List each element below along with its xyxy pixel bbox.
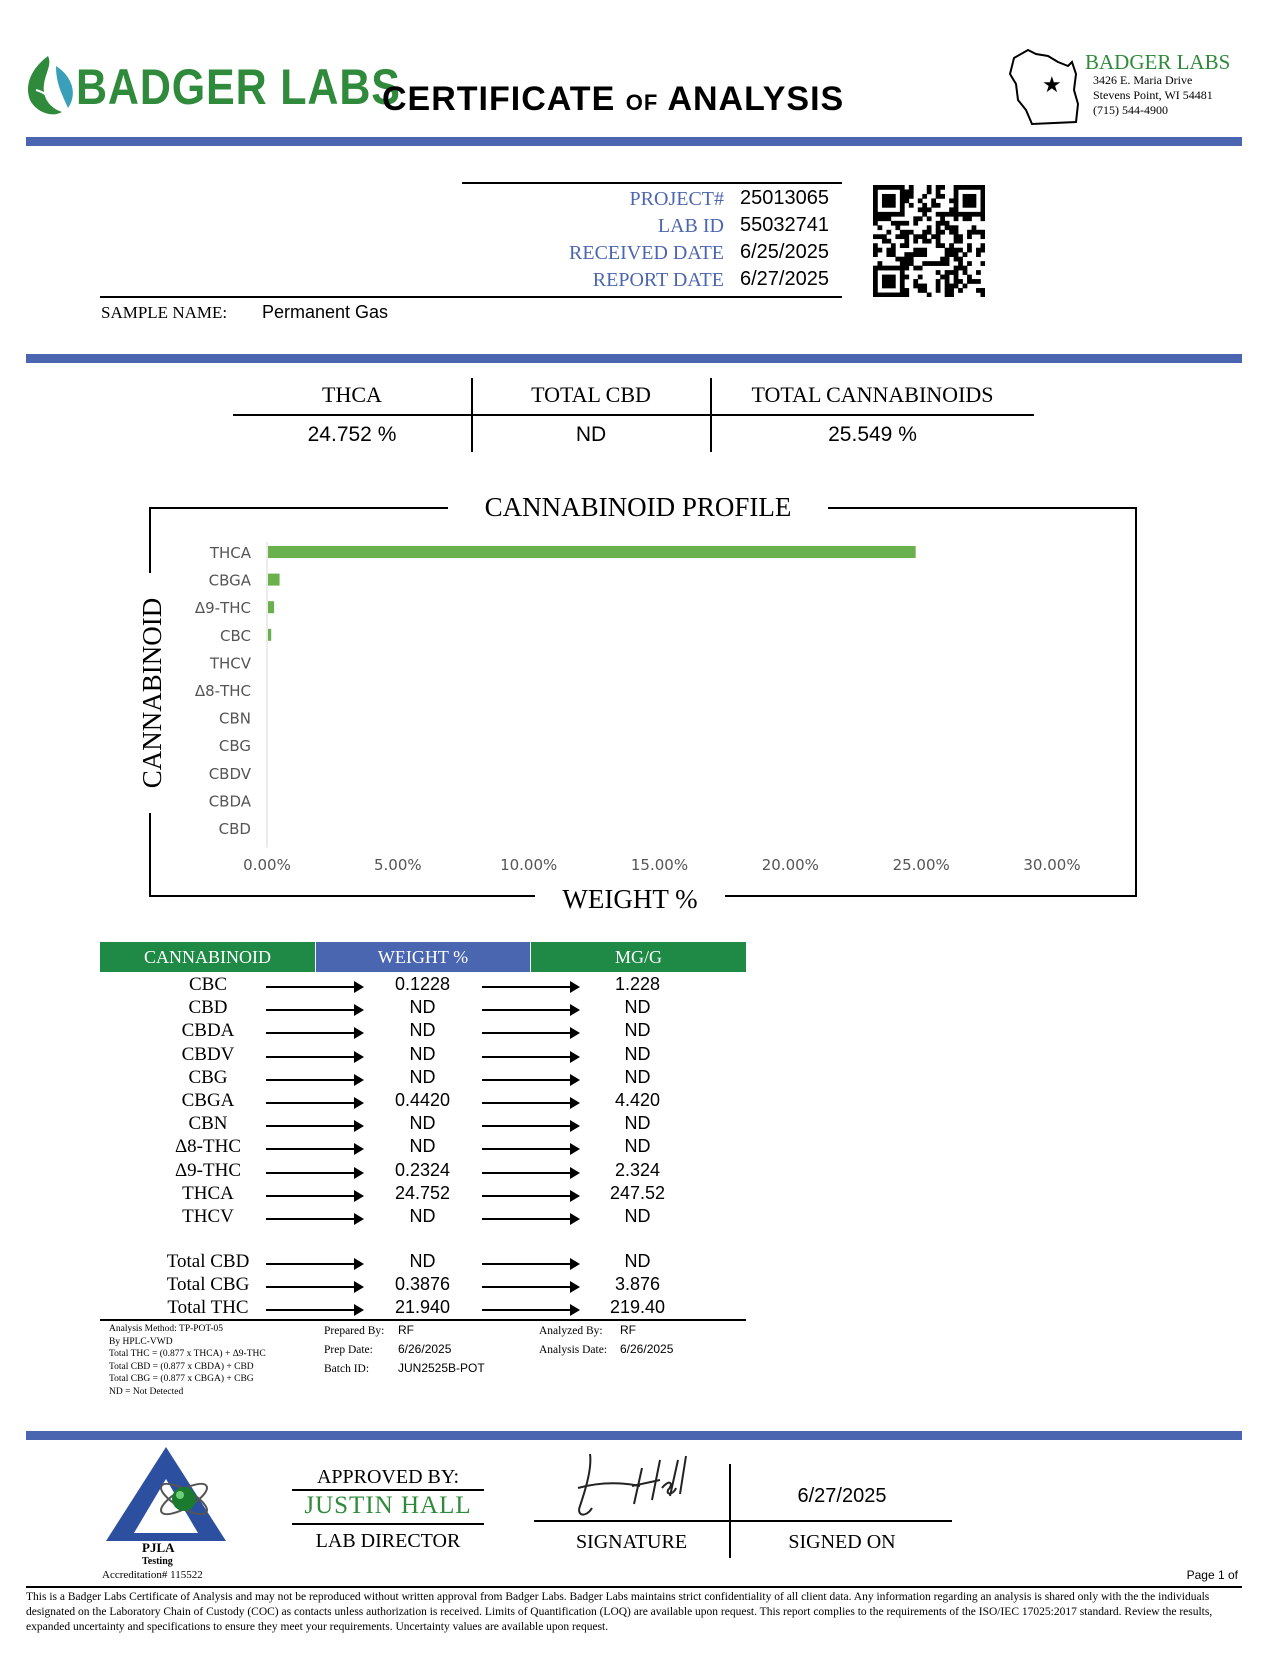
arrow-icon <box>482 1009 578 1011</box>
analysis-date-value: 6/26/2025 <box>620 1342 674 1356</box>
arrow-icon <box>266 1125 362 1127</box>
address-phone: (715) 544-4900 <box>1093 103 1168 117</box>
arrow-icon <box>482 1286 578 1288</box>
chart-bar <box>268 629 271 641</box>
table-row-name: CBDV <box>181 1043 235 1065</box>
table-row-weight: ND <box>409 1206 436 1226</box>
accreditation-number: Accreditation# 115522 <box>102 1569 203 1581</box>
chart-category-label: CBD <box>218 820 251 838</box>
qr-code[interactable] <box>873 185 985 297</box>
table-row-mgg: 219.40 <box>609 1297 666 1318</box>
chart-y-axis-label: CANNABINOID <box>137 573 171 813</box>
table-row-weight: 0.2324 <box>394 1159 451 1180</box>
table-row-weight: 0.3876 <box>394 1274 451 1295</box>
table-row-name: Δ8-THC <box>174 1136 242 1158</box>
table-row-weight: ND <box>409 1043 436 1064</box>
analyzed-by-value: RF <box>620 1323 636 1337</box>
signature-image <box>570 1448 710 1522</box>
table-row-name: THCV <box>182 1206 234 1227</box>
arrow-icon <box>266 986 362 988</box>
chart-x-tick-label: 30.00% <box>1023 856 1081 874</box>
summary-thca-label: THCA <box>322 382 382 407</box>
batch-id-value: JUN2525B-POT <box>398 1361 485 1375</box>
received-date-value: 6/25/2025 <box>740 241 829 263</box>
arrow-icon <box>482 1125 578 1127</box>
chart-bar <box>268 601 274 613</box>
table-row-weight: ND <box>409 1066 436 1087</box>
table-row-mgg: ND <box>624 1020 651 1041</box>
arrow-icon <box>482 986 578 988</box>
table-row-weight: ND <box>409 1251 436 1271</box>
arrow-icon <box>266 1009 362 1011</box>
table-row-name: CBDA <box>181 1020 235 1042</box>
table-row-weight: ND <box>409 997 436 1018</box>
note-method: Analysis Method: TP-POT-05 <box>109 1324 224 1334</box>
table-header-mgg: MG/G <box>531 942 746 972</box>
summary-cbd-label: TOTAL CBD <box>531 382 651 407</box>
arrow-icon <box>266 1172 362 1174</box>
arrow-icon <box>482 1148 578 1150</box>
table-row-mgg: ND <box>624 1066 651 1087</box>
table-row-mgg: 3.876 <box>614 1274 661 1295</box>
footer-divider <box>26 1431 1242 1440</box>
table-row-weight: 0.4420 <box>394 1090 451 1110</box>
labid-value: 55032741 <box>740 214 829 236</box>
pjla-testing-label: Testing <box>142 1556 173 1567</box>
signature-rule <box>534 1520 952 1522</box>
approval-rule <box>292 1523 484 1525</box>
project-value: 25013065 <box>740 187 829 209</box>
project-label: PROJECT# <box>629 188 724 210</box>
chart-category-label: Δ8-THC <box>194 682 251 700</box>
chart-x-tick-label: 25.00% <box>892 856 950 874</box>
arrow-icon <box>266 1286 362 1288</box>
sample-name-label: SAMPLE NAME: <box>101 303 228 322</box>
pjla-label: PJLA <box>142 1540 175 1555</box>
table-row-name: Total CBG <box>166 1274 250 1296</box>
note-total-cbd: Total CBD = (0.877 x CBDA) + CBD <box>109 1361 254 1372</box>
svg-text:★: ★ <box>1042 73 1062 98</box>
chart-x-tick-label: 20.00% <box>761 856 819 874</box>
analyzed-by-label: Analyzed By: <box>539 1325 603 1337</box>
disclaimer-rule <box>26 1586 1242 1588</box>
chart-x-tick-label: 5.00% <box>374 856 422 874</box>
arrow-icon <box>482 1218 578 1220</box>
chart-category-label: CBDV <box>208 764 251 783</box>
summary-total-value: 25.549 % <box>828 423 917 446</box>
analysis-date-label: Analysis Date: <box>539 1344 608 1356</box>
method-notes <box>109 1323 266 1398</box>
arrow-icon <box>482 1309 578 1311</box>
table-row-name: THCA <box>182 1182 234 1204</box>
arrow-icon <box>266 1218 362 1220</box>
arrow-icon <box>482 1102 578 1104</box>
arrow-icon <box>482 1032 578 1034</box>
table-row-mgg: 2.324 <box>614 1159 661 1180</box>
prep-date-value: 6/26/2025 <box>398 1342 452 1356</box>
chart-category-label: CBC <box>220 626 251 645</box>
note-by: By HPLC-VWD <box>109 1336 173 1347</box>
document-title: CERTIFICATE OF ANALYSIS <box>382 80 845 118</box>
address-company: BADGER LABS <box>1085 50 1231 74</box>
table-row-weight: ND <box>409 1136 436 1157</box>
table-row-name: CBC <box>188 974 228 995</box>
sample-rule <box>100 296 462 298</box>
chart-category-label: THCA <box>209 544 251 562</box>
chart-category-label: Δ9-THC <box>194 599 251 618</box>
address-city: Stevens Point, WI 54481 <box>1093 88 1213 102</box>
batch-id-label: Batch ID: <box>324 1363 370 1375</box>
cannabinoid-profile-chart <box>149 507 1137 897</box>
table-row-name: Δ9-THC <box>174 1159 242 1181</box>
arrow-icon <box>266 1056 362 1058</box>
chart-x-tick-label: 0.00% <box>243 856 291 874</box>
table-row-mgg: ND <box>624 997 651 1018</box>
arrow-icon <box>482 1195 578 1197</box>
signature-label: SIGNATURE <box>575 1531 688 1553</box>
table-row-mgg: ND <box>624 1043 651 1064</box>
arrow-icon <box>482 1056 578 1058</box>
table-row-mgg: ND <box>624 1206 651 1226</box>
table-header-cannabinoid: CANNABINOID <box>100 942 315 972</box>
address-street: 3426 E. Maria Drive <box>1093 73 1193 87</box>
approver-role: LAB DIRECTOR <box>315 1530 461 1552</box>
labid-label: LAB ID <box>657 215 724 237</box>
table-row-mgg: 247.52 <box>609 1182 666 1203</box>
project-rule-top <box>462 182 842 184</box>
approved-by-label: APPROVED BY: <box>316 1466 460 1488</box>
prepared-by-value: RF <box>398 1323 414 1337</box>
approval-rule <box>292 1489 484 1491</box>
table-row-mgg: 1.228 <box>614 974 661 994</box>
arrow-icon <box>266 1309 362 1311</box>
table-row-weight: ND <box>409 1113 436 1134</box>
chart-category-label: CBGA <box>208 571 251 590</box>
table-row-weight: 0.1228 <box>394 974 451 994</box>
page-number: Page 1 of <box>1186 1568 1238 1582</box>
summary-rule <box>233 414 1034 416</box>
prep-date-label: Prep Date: <box>324 1344 373 1356</box>
section-divider <box>26 354 1242 363</box>
table-bottom-rule <box>100 1319 746 1321</box>
table-row-mgg: ND <box>624 1113 651 1134</box>
report-date-value: 6/27/2025 <box>740 268 829 290</box>
chart-category-label: CBDA <box>208 792 251 811</box>
arrow-icon <box>482 1263 578 1265</box>
chart-bar <box>268 574 280 586</box>
table-row-name: CBGA <box>181 1090 235 1111</box>
arrow-icon <box>266 1148 362 1150</box>
table-row-mgg: 4.420 <box>614 1090 661 1110</box>
note-total-cbg: Total CBG = (0.877 x CBGA) + CBG <box>109 1374 254 1384</box>
table-row-weight: ND <box>409 1020 436 1041</box>
received-date-label: RECEIVED DATE <box>569 242 724 264</box>
table-header-weight: WEIGHT % <box>316 942 530 972</box>
arrow-icon <box>482 1172 578 1174</box>
badger-labs-leaf-logo <box>22 54 78 120</box>
signed-on-label: SIGNED ON <box>788 1531 896 1553</box>
table-row-weight: 24.752 <box>394 1182 451 1203</box>
arrow-icon <box>266 1263 362 1265</box>
prepared-by-label: Prepared By: <box>324 1325 385 1337</box>
report-date-label: REPORT DATE <box>592 269 724 291</box>
chart-category-label: THCV <box>209 654 251 673</box>
pjla-accreditation-logo <box>104 1445 228 1543</box>
arrow-icon <box>266 1032 362 1034</box>
arrow-icon <box>266 1195 362 1197</box>
disclaimer-text: This is a Badger Labs Certificate of Analysis and may not be reproduced without written approval from Badger Labs. Badger Labs maintains strict confidentiality of all client data. Any information regarding an analysis is shared only with the the individuals designated on the Laboratory Chain of Custody (COC) as contacts unless authorization is received. Limits of Quantification (LOQ) are available upon request. This report complies to the requirements of the ISO/IEC 17025:2017 standard. Review the results, expanded uncertainty and specifications to ensure they meet your requirements. Uncertainty values are available upon request. <box>26 1591 1213 1633</box>
table-row-weight: 21.940 <box>394 1297 451 1318</box>
summary-thca-value: 24.752 % <box>307 423 397 446</box>
sample-name-value: Permanent Gas <box>262 302 389 322</box>
arrow-icon <box>266 1102 362 1104</box>
approver-name: JUSTIN HALL <box>304 1492 472 1519</box>
chart-x-axis-label: WEIGHT % <box>535 884 725 915</box>
table-row-name: CBD <box>188 997 228 1019</box>
arrow-icon <box>266 1079 362 1081</box>
signature-divider <box>729 1464 731 1558</box>
signed-date: 6/27/2025 <box>797 1485 887 1507</box>
chart-x-tick-label: 15.00% <box>630 856 689 874</box>
summary-total-label: TOTAL CANNABINOIDS <box>751 382 994 407</box>
chart-x-tick-label: 10.00% <box>500 856 558 874</box>
header-divider <box>26 137 1242 146</box>
wisconsin-map-icon <box>1006 44 1088 128</box>
chart-bar <box>268 546 916 558</box>
note-nd: ND = Not Detected <box>109 1386 184 1397</box>
chart-category-label: CBG <box>218 737 251 756</box>
table-row-name: CBG <box>188 1066 228 1088</box>
table-row-name: Total CBD <box>166 1251 250 1272</box>
table-row-mgg: ND <box>624 1136 651 1157</box>
arrow-icon <box>482 1079 578 1081</box>
table-row-name: Total THC <box>167 1297 249 1319</box>
chart-category-label: CBN <box>219 709 251 728</box>
project-rule-bottom <box>462 296 842 298</box>
chart-title: CANNABINOID PROFILE <box>448 492 828 523</box>
summary-cbd-value: ND <box>575 423 607 446</box>
note-total-thc: Total THC = (0.877 x THCA) + Δ9-THC <box>109 1349 266 1359</box>
brand-name: BADGER LABS <box>76 59 401 115</box>
table-row-mgg: ND <box>624 1251 651 1271</box>
table-row-name: CBN <box>188 1113 228 1135</box>
